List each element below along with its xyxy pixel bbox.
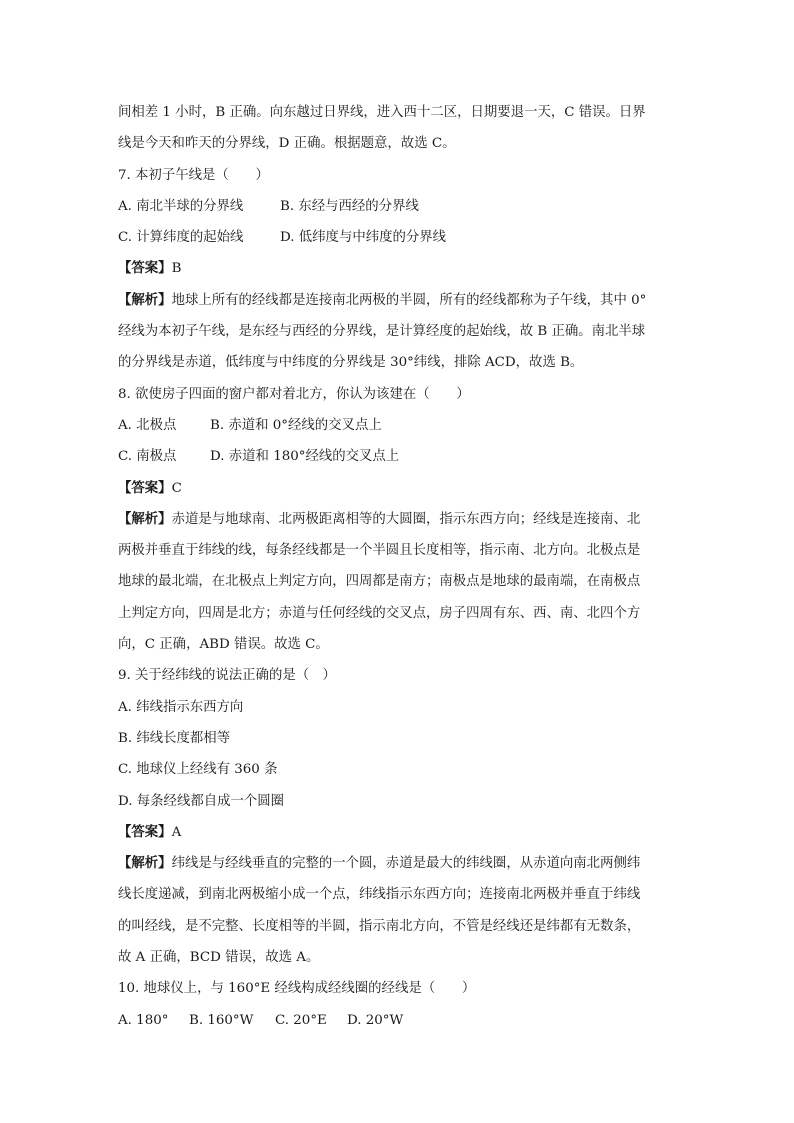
question-9-stem: 9. 关于经纬线的说法正确的是（ ） [118,668,336,684]
q8-option-b: B. 赤道和 0°经线的交叉点上 [210,417,382,433]
q10-option-b: B. 160°W [189,1012,254,1028]
analysis-text: 两极并垂直于纬线的线，每条经线都是一个半圆且长度相等，指示南、北方向。北极点是 [118,543,641,559]
q8-option-a: A. 北极点 [118,417,177,433]
analysis-label: 【解析】 [118,291,172,308]
analysis-text: 经线为本初子午线，是东经与西经的分界线，是计算经度的起始线，故 B 正确。南北半球 [118,324,646,340]
q9-option-a: A. 纬线指示东西方向 [118,699,244,715]
q10-option-c: C. 20°E [275,1012,327,1028]
question-9-answer [118,817,678,848]
q8-option-d: D. 赤道和 180°经线的交叉点上 [210,449,400,465]
question-10-stem: 10. 地球仪上，与 160°E 经线构成经线圈的经线是（ ） [118,981,476,997]
intro-line: 间相差 1 小时，B 正确。向东越过日界线，进入西十二区，日期要退一天，C 错误。日界 [118,105,646,120]
q10-option-d: D. 20°W [347,1012,404,1028]
question-8-analysis [118,504,678,535]
question-8-options-row2 [118,441,678,472]
question-7-options-row1 [118,191,678,222]
analysis-text: 赤道是与地球南、北两极距离相等的大圆圈，指示东西方向；经线是连接南、北 [171,511,641,527]
answer-label: 【答案】 [118,479,172,496]
question-7-analysis [118,285,678,316]
document-page [118,97,678,1036]
question-8-stem: 8. 欲使房子四面的窗户都对着北方，你认为该建在（ ） [118,386,470,402]
analysis-text: 上判定方向，四周是北方；赤道与任何经线的交叉点，房子四周有东、西、南、北四个方 [118,605,641,621]
question-10-options [118,1005,678,1036]
analysis-label: 【解析】 [118,855,172,872]
question-9-analysis [118,848,678,879]
q7-option-c: C. 计算纬度的起始线 [118,230,244,246]
intro-line: 线是今天和昨天的分界线，D 正确。根据题意，故选 C。 [118,136,456,152]
question-8-options-row1 [118,410,678,441]
q7-option-b: B. 东经与西经的分界线 [280,198,419,214]
question-7-answer [118,253,678,284]
analysis-label: 【解析】 [118,510,172,527]
q9-option-b: B. 纬线长度都相等 [118,730,231,746]
analysis-text: 地球的最北端，在北极点上判定方向，四周都是南方；南极点是地球的最南端，在南极点 [118,574,641,590]
analysis-text: 故 A 正确，BCD 错误，故选 A。 [118,950,320,966]
question-7-stem: 7. 本初子午线是（ ） [118,167,269,183]
q8-option-c: C. 南极点 [118,449,177,465]
analysis-text: 的分界线是赤道，低纬度与中纬度的分界线是 30°纬线，排除 ACD，故选 B。 [118,355,584,371]
answer-value: C [171,480,182,496]
analysis-text: 向，C 正确，ABD 错误。故选 C。 [118,637,329,653]
analysis-text: 的叫经线，是不完整、长度相等的半圆，指示南北方向，不管是经线还是纬都有无数条， [118,918,641,934]
q7-option-a: A. 南北半球的分界线 [118,198,244,214]
answer-value: A [171,824,182,840]
question-8-answer [118,473,678,504]
q9-option-c: C. 地球仪上经线有 360 条 [118,762,278,778]
q7-option-d: D. 低纬度与中纬度的分界线 [280,230,447,246]
analysis-text: 纬线是与经线垂直的完整的一个圆，赤道是最大的纬线圈，从赤道向南北两侧纬 [171,856,641,872]
analysis-text: 线长度递减，到南北两极缩小成一个点，纬线指示东西方向；连接南北两极并垂直于纬线 [118,887,641,903]
question-7-options-row2 [118,222,678,253]
answer-label: 【答案】 [118,260,172,277]
answer-value: B [171,261,182,277]
answer-label: 【答案】 [118,823,172,840]
q9-option-d: D. 每条经线都自成一个圆圈 [118,793,285,809]
analysis-text: 地球上所有的经线都是连接南北两极的半圆，所有的经线都称为子午线，其中 0° [171,292,647,308]
q10-option-a: A. 180° [118,1012,169,1028]
